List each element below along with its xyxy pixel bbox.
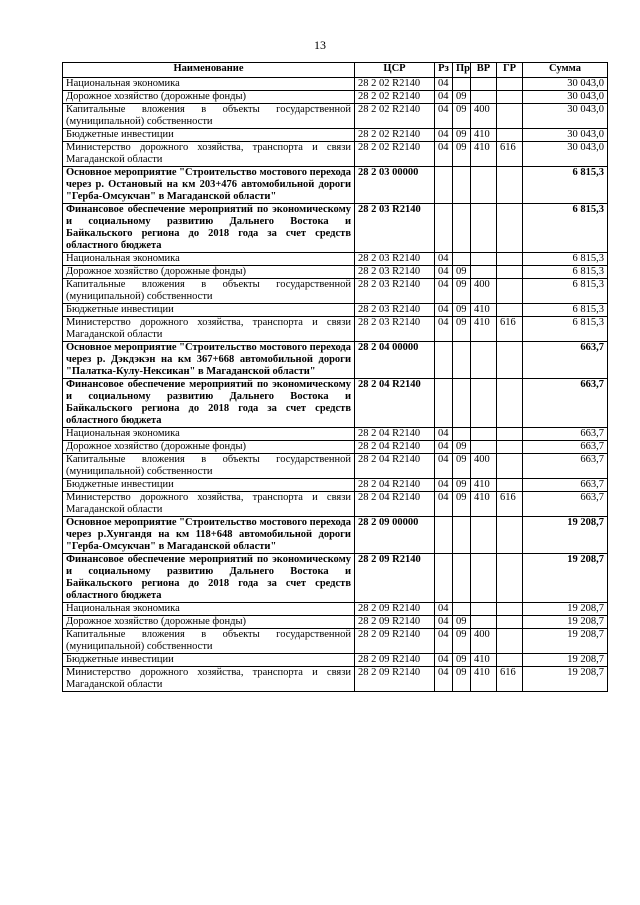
name-cell: Основное мероприятие "Строительство мостового перехода через р. Остановый на км 203+476 автомобильной дороги "Герба-Омсукчан" в Магаданской области"	[63, 167, 355, 204]
rz-cell: 04	[435, 266, 453, 279]
pr-cell	[453, 253, 471, 266]
pr-cell	[453, 517, 471, 554]
header-rz: Рз	[435, 63, 453, 78]
rz-cell	[435, 167, 453, 204]
table-row	[63, 129, 608, 142]
name-cell: Финансовое обеспечение мероприятий по экономическому и социальному развитию Дальнего Востока и Байкальского региона до 2018 года за счет средств областного бюджета	[63, 204, 355, 253]
vr-cell: 410	[471, 667, 497, 692]
name-cell: Дорожное хозяйство (дорожные фонды)	[63, 441, 355, 454]
rz-cell: 04	[435, 454, 453, 479]
pr-cell: 09	[453, 441, 471, 454]
csr-cell: 28 2 04 R2140	[355, 492, 435, 517]
name-cell: Основное мероприятие "Строительство мостового перехода через р.Хунгандя на км 118+648 автомобильной дороги "Герба-Омсукчан" в Магаданской области"	[63, 517, 355, 554]
header-vr: ВР	[471, 63, 497, 78]
table-row	[63, 279, 608, 304]
csr-cell: 28 2 03 R2140	[355, 317, 435, 342]
pr-cell: 09	[453, 317, 471, 342]
rz-cell	[435, 517, 453, 554]
pr-cell: 09	[453, 629, 471, 654]
vr-cell: 410	[471, 492, 497, 517]
table-body	[63, 78, 608, 692]
table-row	[63, 142, 608, 167]
sum-cell: 19 208,7	[523, 554, 608, 603]
vr-cell	[471, 78, 497, 91]
table-row	[63, 454, 608, 479]
gr-cell: 616	[497, 492, 523, 517]
vr-cell	[471, 204, 497, 253]
pr-cell: 09	[453, 616, 471, 629]
table-row	[63, 167, 608, 204]
rz-cell: 04	[435, 142, 453, 167]
vr-cell	[471, 428, 497, 441]
name-cell: Дорожное хозяйство (дорожные фонды)	[63, 266, 355, 279]
pr-cell: 09	[453, 654, 471, 667]
table-header-row	[63, 63, 608, 78]
table-row	[63, 253, 608, 266]
sum-cell: 19 208,7	[523, 616, 608, 629]
pr-cell	[453, 379, 471, 428]
gr-cell	[497, 554, 523, 603]
sum-cell: 663,7	[523, 454, 608, 479]
pr-cell	[453, 428, 471, 441]
csr-cell: 28 2 03 R2140	[355, 304, 435, 317]
rz-cell: 04	[435, 129, 453, 142]
gr-cell	[497, 616, 523, 629]
sum-cell: 6 815,3	[523, 317, 608, 342]
name-cell: Дорожное хозяйство (дорожные фонды)	[63, 616, 355, 629]
name-cell: Капитальные вложения в объекты государственной (муниципальной) собственности	[63, 279, 355, 304]
rz-cell	[435, 554, 453, 603]
vr-cell	[471, 616, 497, 629]
table-row	[63, 441, 608, 454]
gr-cell	[497, 204, 523, 253]
vr-cell: 410	[471, 654, 497, 667]
table-row	[63, 104, 608, 129]
sum-cell: 6 815,3	[523, 304, 608, 317]
sum-cell: 663,7	[523, 428, 608, 441]
sum-cell: 663,7	[523, 441, 608, 454]
gr-cell	[497, 342, 523, 379]
csr-cell: 28 2 09 R2140	[355, 554, 435, 603]
pr-cell	[453, 603, 471, 616]
table-row	[63, 492, 608, 517]
rz-cell	[435, 204, 453, 253]
name-cell: Бюджетные инвестиции	[63, 304, 355, 317]
vr-cell	[471, 441, 497, 454]
rz-cell: 04	[435, 616, 453, 629]
csr-cell: 28 2 09 R2140	[355, 629, 435, 654]
gr-cell	[497, 479, 523, 492]
name-cell: Дорожное хозяйство (дорожные фонды)	[63, 91, 355, 104]
gr-cell	[497, 253, 523, 266]
pr-cell: 09	[453, 479, 471, 492]
csr-cell: 28 2 09 00000	[355, 517, 435, 554]
pr-cell: 09	[453, 279, 471, 304]
vr-cell: 410	[471, 479, 497, 492]
sum-cell: 19 208,7	[523, 603, 608, 616]
vr-cell	[471, 91, 497, 104]
gr-cell	[497, 104, 523, 129]
csr-cell: 28 2 04 R2140	[355, 479, 435, 492]
table-row	[63, 317, 608, 342]
csr-cell: 28 2 02 R2140	[355, 91, 435, 104]
csr-cell: 28 2 03 R2140	[355, 204, 435, 253]
rz-cell: 04	[435, 654, 453, 667]
table-row	[63, 78, 608, 91]
table-row	[63, 428, 608, 441]
name-cell: Министерство дорожного хозяйства, транспорта и связи Магаданской области	[63, 667, 355, 692]
name-cell: Национальная экономика	[63, 78, 355, 91]
csr-cell: 28 2 04 00000	[355, 342, 435, 379]
pr-cell	[453, 204, 471, 253]
rz-cell: 04	[435, 629, 453, 654]
vr-cell: 410	[471, 129, 497, 142]
name-cell: Основное мероприятие "Строительство мостового перехода через р. Дэкдэкэн на км 367+668 автомобильной дороги "Палатка-Кулу-Нексикан" в Магаданской области"	[63, 342, 355, 379]
sum-cell: 663,7	[523, 479, 608, 492]
vr-cell: 400	[471, 279, 497, 304]
sum-cell: 6 815,3	[523, 279, 608, 304]
gr-cell	[497, 517, 523, 554]
sum-cell: 663,7	[523, 342, 608, 379]
table-row	[63, 667, 608, 692]
table-row	[63, 616, 608, 629]
gr-cell: 616	[497, 142, 523, 167]
vr-cell	[471, 342, 497, 379]
gr-cell	[497, 167, 523, 204]
gr-cell	[497, 91, 523, 104]
table-row	[63, 342, 608, 379]
name-cell: Капитальные вложения в объекты государственной (муниципальной) собственности	[63, 454, 355, 479]
gr-cell	[497, 129, 523, 142]
header-csr: ЦСР	[355, 63, 435, 78]
rz-cell: 04	[435, 441, 453, 454]
rz-cell: 04	[435, 317, 453, 342]
csr-cell: 28 2 09 R2140	[355, 603, 435, 616]
pr-cell	[453, 78, 471, 91]
csr-cell: 28 2 03 R2140	[355, 279, 435, 304]
pr-cell	[453, 342, 471, 379]
csr-cell: 28 2 03 R2140	[355, 266, 435, 279]
rz-cell: 04	[435, 91, 453, 104]
csr-cell: 28 2 04 R2140	[355, 379, 435, 428]
gr-cell	[497, 454, 523, 479]
header-name: Наименование	[63, 63, 355, 78]
vr-cell: 410	[471, 317, 497, 342]
sum-cell: 19 208,7	[523, 629, 608, 654]
vr-cell: 410	[471, 142, 497, 167]
name-cell: Бюджетные инвестиции	[63, 479, 355, 492]
csr-cell: 28 2 02 R2140	[355, 142, 435, 167]
rz-cell: 04	[435, 104, 453, 129]
name-cell: Министерство дорожного хозяйства, транспорта и связи Магаданской области	[63, 492, 355, 517]
table-row	[63, 629, 608, 654]
pr-cell: 09	[453, 104, 471, 129]
sum-cell: 663,7	[523, 379, 608, 428]
sum-cell: 6 815,3	[523, 266, 608, 279]
gr-cell	[497, 266, 523, 279]
name-cell: Капитальные вложения в объекты государственной (муниципальной) собственности	[63, 629, 355, 654]
vr-cell	[471, 253, 497, 266]
csr-cell: 28 2 03 R2140	[355, 253, 435, 266]
sum-cell: 19 208,7	[523, 667, 608, 692]
name-cell: Капитальные вложения в объекты государственной (муниципальной) собственности	[63, 104, 355, 129]
sum-cell: 30 043,0	[523, 142, 608, 167]
rz-cell: 04	[435, 279, 453, 304]
vr-cell: 400	[471, 454, 497, 479]
vr-cell: 400	[471, 629, 497, 654]
table-row	[63, 266, 608, 279]
gr-cell	[497, 428, 523, 441]
pr-cell: 09	[453, 91, 471, 104]
page-number: 13	[314, 38, 326, 52]
rz-cell: 04	[435, 304, 453, 317]
name-cell: Бюджетные инвестиции	[63, 654, 355, 667]
rz-cell: 04	[435, 253, 453, 266]
rz-cell: 04	[435, 667, 453, 692]
pr-cell	[453, 554, 471, 603]
name-cell: Национальная экономика	[63, 603, 355, 616]
sum-cell: 6 815,3	[523, 253, 608, 266]
gr-cell	[497, 603, 523, 616]
name-cell: Финансовое обеспечение мероприятий по экономическому и социальному развитию Дальнего Востока и Байкальского региона до 2018 года за счет средств областного бюджета	[63, 379, 355, 428]
gr-cell: 616	[497, 667, 523, 692]
table-row	[63, 603, 608, 616]
gr-cell	[497, 441, 523, 454]
csr-cell: 28 2 04 R2140	[355, 441, 435, 454]
csr-cell: 28 2 09 R2140	[355, 667, 435, 692]
gr-cell	[497, 304, 523, 317]
gr-cell: 616	[497, 317, 523, 342]
pr-cell: 09	[453, 266, 471, 279]
vr-cell	[471, 554, 497, 603]
name-cell: Национальная экономика	[63, 253, 355, 266]
rz-cell: 04	[435, 428, 453, 441]
header-pr: Пр	[453, 63, 471, 78]
vr-cell: 410	[471, 304, 497, 317]
pr-cell: 09	[453, 667, 471, 692]
vr-cell	[471, 379, 497, 428]
pr-cell: 09	[453, 304, 471, 317]
rz-cell: 04	[435, 78, 453, 91]
vr-cell	[471, 266, 497, 279]
csr-cell: 28 2 04 R2140	[355, 454, 435, 479]
sum-cell: 19 208,7	[523, 654, 608, 667]
rz-cell: 04	[435, 479, 453, 492]
budget-table	[62, 62, 608, 692]
name-cell: Министерство дорожного хозяйства, транспорта и связи Магаданской области	[63, 142, 355, 167]
pr-cell: 09	[453, 492, 471, 517]
gr-cell	[497, 654, 523, 667]
pr-cell: 09	[453, 142, 471, 167]
sum-cell: 30 043,0	[523, 104, 608, 129]
csr-cell: 28 2 09 R2140	[355, 654, 435, 667]
gr-cell	[497, 629, 523, 654]
name-cell: Бюджетные инвестиции	[63, 129, 355, 142]
table-row	[63, 91, 608, 104]
sum-cell: 6 815,3	[523, 167, 608, 204]
table-row	[63, 517, 608, 554]
sum-cell: 6 815,3	[523, 204, 608, 253]
table-row	[63, 479, 608, 492]
pr-cell	[453, 167, 471, 204]
sum-cell: 663,7	[523, 492, 608, 517]
name-cell: Министерство дорожного хозяйства, транспорта и связи Магаданской области	[63, 317, 355, 342]
name-cell: Финансовое обеспечение мероприятий по экономическому и социальному развитию Дальнего Востока и Байкальского региона до 2018 года за счет средств областного бюджета	[63, 554, 355, 603]
table-row	[63, 654, 608, 667]
vr-cell	[471, 517, 497, 554]
csr-cell: 28 2 02 R2140	[355, 104, 435, 129]
sum-cell: 19 208,7	[523, 517, 608, 554]
gr-cell	[497, 379, 523, 428]
name-cell: Национальная экономика	[63, 428, 355, 441]
csr-cell: 28 2 03 00000	[355, 167, 435, 204]
sum-cell: 30 043,0	[523, 129, 608, 142]
pr-cell: 09	[453, 129, 471, 142]
rz-cell: 04	[435, 492, 453, 517]
vr-cell: 400	[471, 104, 497, 129]
sum-cell: 30 043,0	[523, 91, 608, 104]
table-row	[63, 304, 608, 317]
rz-cell: 04	[435, 603, 453, 616]
header-gr: ГР	[497, 63, 523, 78]
csr-cell: 28 2 02 R2140	[355, 129, 435, 142]
table-row	[63, 554, 608, 603]
csr-cell: 28 2 09 R2140	[355, 616, 435, 629]
sum-cell: 30 043,0	[523, 78, 608, 91]
csr-cell: 28 2 02 R2140	[355, 78, 435, 91]
vr-cell	[471, 167, 497, 204]
table-row	[63, 379, 608, 428]
rz-cell	[435, 379, 453, 428]
vr-cell	[471, 603, 497, 616]
gr-cell	[497, 279, 523, 304]
pr-cell: 09	[453, 454, 471, 479]
table-row	[63, 204, 608, 253]
gr-cell	[497, 78, 523, 91]
csr-cell: 28 2 04 R2140	[355, 428, 435, 441]
header-sum: Сумма	[523, 63, 608, 78]
rz-cell	[435, 342, 453, 379]
